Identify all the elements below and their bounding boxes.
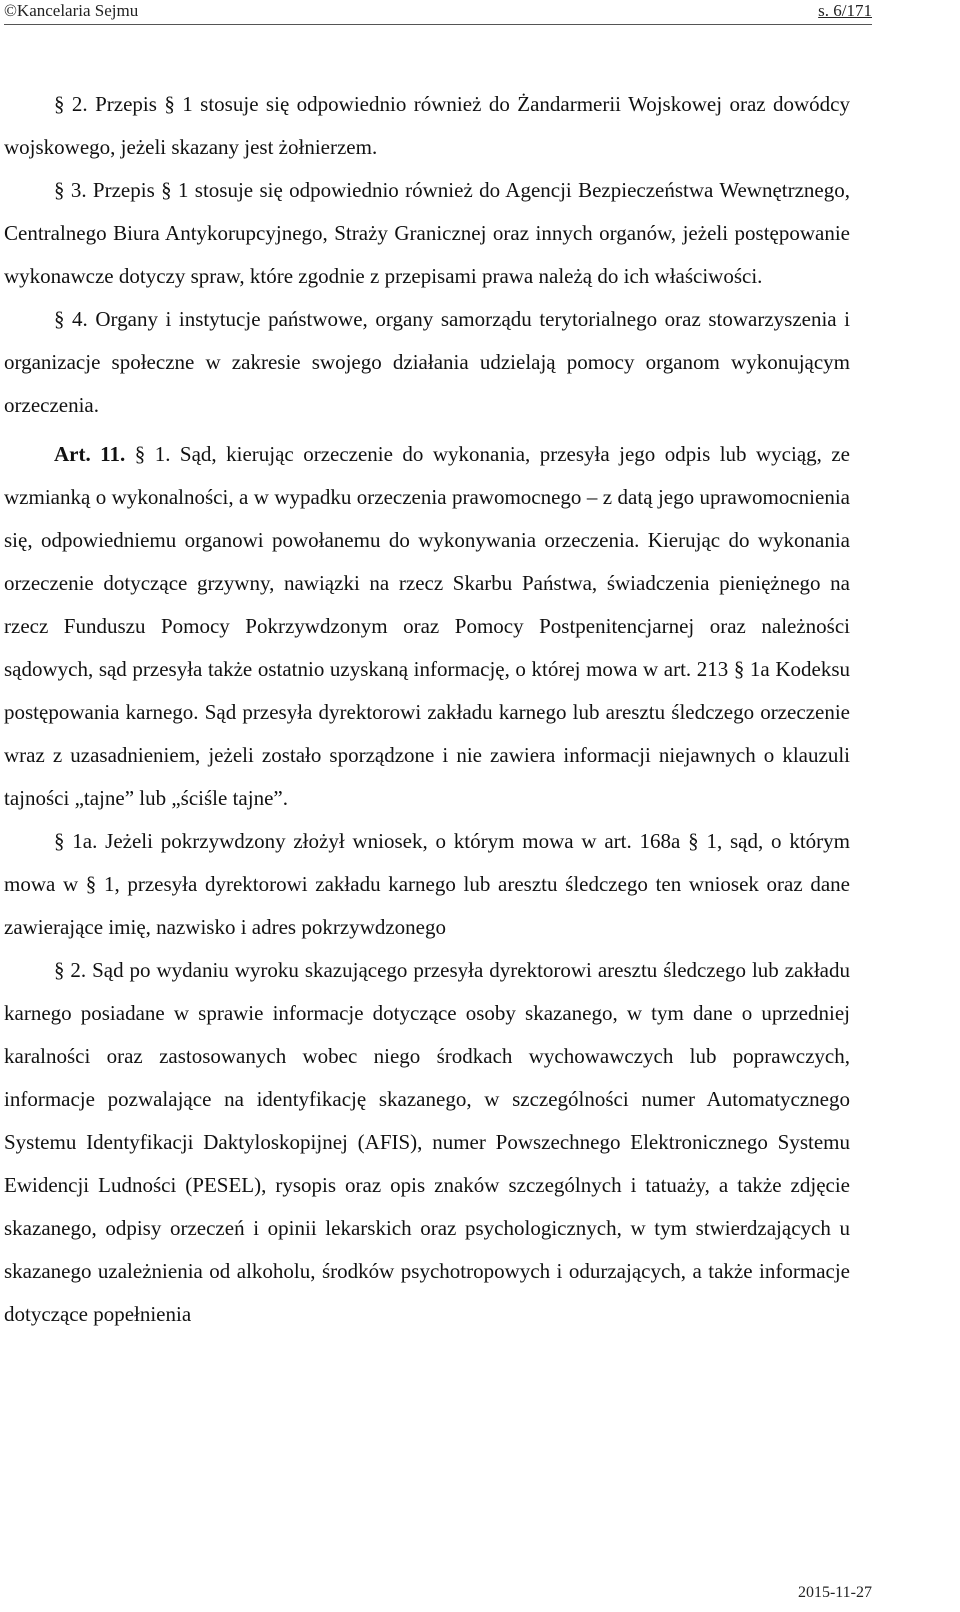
- paragraph-1a: § 1a. Jeżeli pokrzywdzony złożył wniosek, o którym mowa w art. 168a § 1, sąd, o którym mowa w § 1, przesyła dyrektorowi zakładu karnego lub aresztu śledczego ten wniosek oraz dane zawierające imię, nazwisko i adres pokrzywdzonego: [4, 829, 850, 939]
- header-divider: [4, 24, 872, 25]
- article-11-text: § 1. Sąd, kierując orzeczenie do wykonania, przesyła jego odpis lub wyciąg, ze wzmianką o wykonalności, a w wypadku orzeczenia prawomocnego – z datą jego uprawomocnienia się, odpowiedniemu organowi powołanemu do wykonywania orzeczenia. Kierując do wykonania orzeczenie dotyczące grzywny, nawiązki na rzecz Skarbu Państwa, świadczenia pieniężnego na rzecz Funduszu Pomocy Pokrzywdzonym oraz Pomocy Postpenitencjarnej oraz należności sądowych, sąd przesyła także ostatnio uzyskaną informację, o której mowa w art. 213 § 1a Kodeksu postępowania karnego. Sąd przesyła dyrektorowi zakładu karnego lub aresztu śledczego orzeczenie wraz z uzasadnieniem, jeżeli zostało sporządzone i nie zawiera informacji niejawnych o klauzuli tajności „tajne” lub „ściśle tajne”.: [4, 442, 851, 810]
- paragraph-2: § 2. Przepis § 1 stosuje się odpowiednio również do Żandarmerii Wojskowej oraz dowódcy wojskowego, jeżeli skazany jest żołnierzem.: [4, 92, 850, 159]
- page-number: s. 6/171: [818, 1, 872, 20]
- article-11-paragraph-2: § 2. Sąd po wydaniu wyroku skazującego przesyła dyrektorowi aresztu śledczego lub zakładu karnego posiadane w sprawie informacje dotyczące osoby skazanego, w tym dane o uprzedniej karalności oraz zastosowanych wobec niego środkach wychowawczych lub poprawczych, informacje pozwalające na identyfikację skazanego, w szczególności numer Automatycznego Systemu Identyfikacji Daktyloskopijnej (AFIS), numer Powszechnego Elektronicznego Systemu Ewidencji Ludności (PESEL), rysopis oraz opis znaków szczególnych i tatuaży, a także zdjęcie skazanego, odpisy orzeczeń i opinii lekarskich oraz psychologicznych, w tym stwierdzających u skazanego uzależnienia od alkoholu, środków psychotropowych i odurzających, a także informacje dotyczące popełnienia: [4, 958, 850, 1326]
- source-label: ©Kancelaria Sejmu: [4, 1, 139, 20]
- paragraph-3: § 3. Przepis § 1 stosuje się odpowiednio również do Agencji Bezpieczeństwa Wewnętrznego, Centralnego Biura Antykorupcyjnego, Straży Granicznej oraz innych organów, jeżeli postępowanie wykonawcze dotyczy spraw, które zgodnie z przepisami prawa należą do ich właściwości.: [4, 178, 850, 288]
- paragraph-4: § 4. Organy i instytucje państwowe, organy samorządu terytorialnego oraz stowarzyszenia i organizacje społeczne w zakresie swojego działania udzielają pomocy organom wykonującym orzeczenia.: [4, 307, 850, 417]
- article-11-paragraph-1: [4, 433, 850, 820]
- page-footer-date: 2015-11-27: [797, 1584, 872, 1601]
- document-body: [4, 83, 850, 1336]
- article-heading: Art. 11.: [54, 442, 126, 466]
- page-header: [4, 0, 872, 26]
